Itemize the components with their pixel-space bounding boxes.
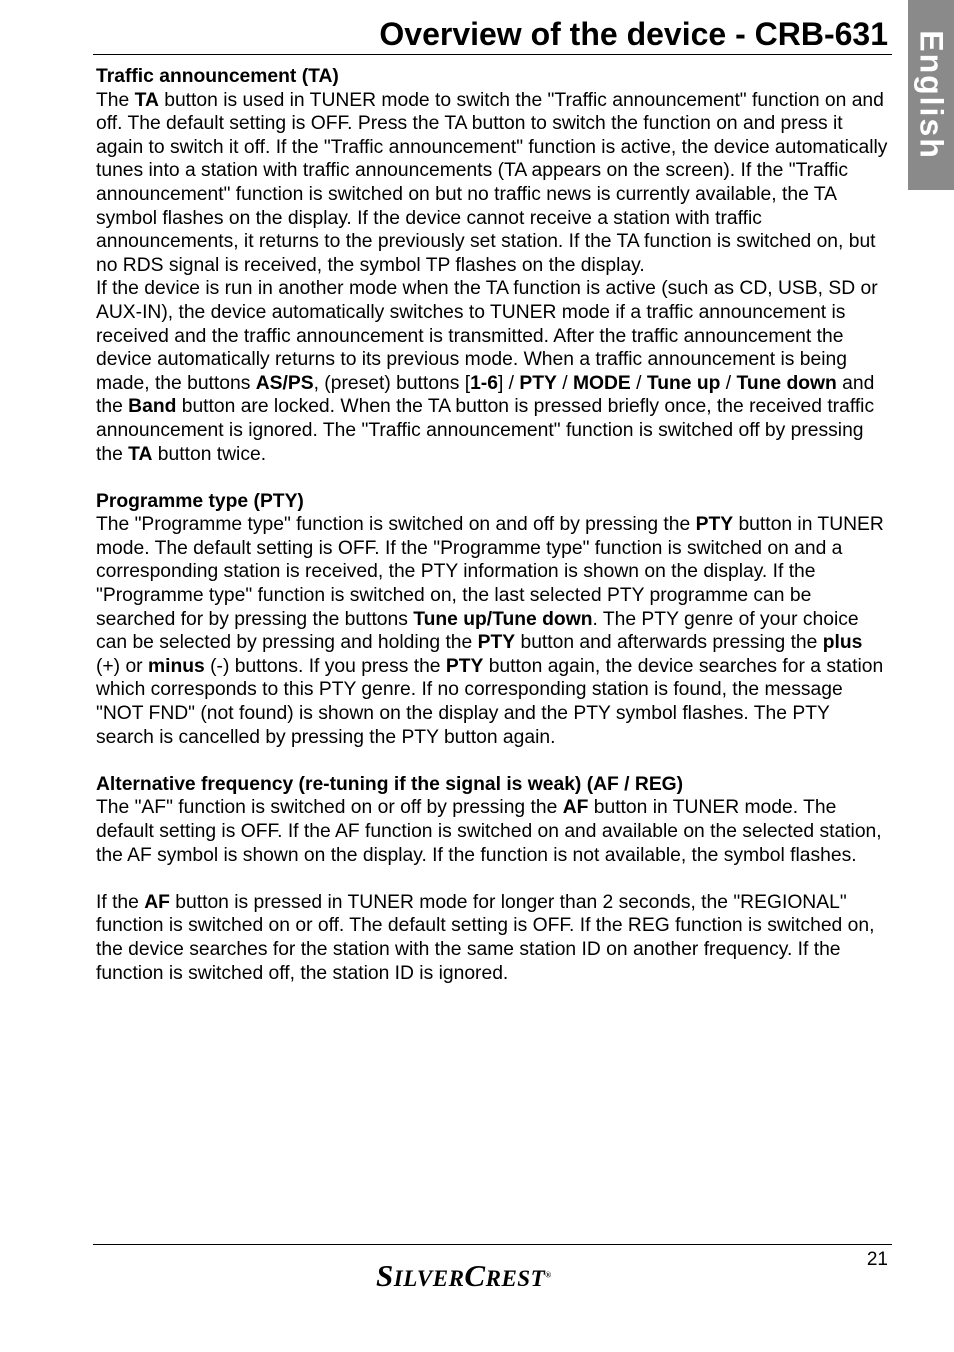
paragraph-gap — [96, 466, 891, 490]
text-run: . The PTY genre of your choice can be selected by pressing and holding the — [96, 608, 859, 654]
text-run: ] / — [497, 372, 520, 394]
bold-term: 1-6 — [470, 372, 498, 394]
text-run: (+) or — [96, 655, 148, 677]
text-run: / — [630, 372, 647, 394]
paragraph-pty-1 — [96, 513, 891, 749]
text-run: and the — [96, 372, 875, 418]
language-tab — [908, 0, 954, 190]
paragraph-ta-1 — [96, 89, 891, 278]
bold-term: Tune up — [646, 372, 721, 394]
text-run: The "Programme type" function is switched on and off by pressing the — [96, 514, 696, 536]
bold-term: PTY — [695, 514, 734, 536]
text-run: button and afterwards pressing the — [515, 632, 823, 654]
logo-letter: C — [464, 1258, 486, 1293]
page-number: 21 — [866, 1249, 888, 1270]
text-run: The "AF" function is switched on or off by pressing the — [96, 797, 563, 819]
paragraph-gap — [96, 749, 891, 773]
bold-term: TA — [128, 443, 153, 465]
text-run: button in TUNER mode. The default setting is OFF. If the AF function is switched on and available on the selected station, the AF symbol is shown on the display. If the function is not available, the symbol flashes. — [96, 797, 882, 866]
bold-term: Tune down — [736, 372, 837, 394]
bold-term: MODE — [572, 372, 631, 394]
section-heading-af: Alternative frequency (re-tuning if the signal is weak) (AF / REG) — [96, 773, 684, 795]
logo-letter: S — [376, 1258, 394, 1293]
bold-term: TA — [134, 89, 159, 111]
paragraph-af-1 — [96, 796, 891, 867]
bold-term: AF — [144, 891, 170, 913]
text-run: button are locked. When the TA button is pressed briefly once, the received traffic announcement is ignored. The "Traffic announcement" function is switched off by pressing the — [96, 396, 875, 465]
text-run: If the — [96, 891, 145, 913]
bold-term: PTY — [519, 372, 557, 394]
text-run: button is pressed in TUNER mode for longer than 2 seconds, the "REGIONAL" function is switched on or off. The default setting is OFF. If the REG function is switched on, the device searches for the station with the same station ID on another frequency. If the function is switched off, the station ID is ignored. — [96, 891, 875, 984]
text-run: / — [720, 372, 737, 394]
paragraph-af-2 — [96, 891, 891, 985]
page-title: Overview of the device - CRB-631 — [379, 16, 888, 52]
silvercrest-logo — [376, 1258, 552, 1294]
bold-term: Tune up/Tune down — [413, 608, 593, 630]
text-run: , (preset) buttons [ — [313, 372, 471, 394]
text-run: button in TUNER mode. The default setting is OFF. If the "Programme type" function is switched on and a corresponding station is received, the PTY information is shown on the display. If the "Programme type" function is switched on, the last selected PTY programme can be searched for by pressing the buttons — [96, 514, 884, 630]
text-run: (-) buttons. If you press the — [204, 655, 446, 677]
registered-mark: ® — [545, 1270, 552, 1280]
bold-term: PTY — [445, 655, 484, 677]
text-run: The — [96, 89, 135, 111]
paragraph-ta-2 — [96, 277, 891, 466]
footer-divider — [93, 1244, 892, 1245]
section-heading-pty: Programme type (PTY) — [96, 490, 304, 512]
logo-letters: ILVER — [393, 1266, 465, 1291]
bold-term: AS/PS — [255, 372, 314, 394]
text-run: button is used in TUNER mode to switch the "Traffic announcement" function on and off. The default setting is OFF. Press the TA button to switch the function on and press it again to switch it off. If the "Traffic announcement" function is active, the device automatically tunes into a station with traffic announcements (TA appears on the screen). If the "Traffic announcement" function is switched on but no traffic news is currently available, the TA symbol flashes on the display. If the device cannot receive a station with traffic announcements, it returns to the previously set station. If the TA function is switched on, but no RDS signal is received, the symbol TP flashes on the display. — [96, 89, 888, 276]
section-heading-ta: Traffic announcement (TA) — [96, 66, 339, 87]
paragraph-gap — [96, 867, 891, 891]
text-run: button again, the device searches for a station which corresponds to this PTY genre. If no corresponding station is found, the message "NOT FND" (not found) is shown on the display and the PTY symbol flashes. The PTY search is cancelled by pressing the PTY button again. — [96, 655, 884, 748]
bold-term: PTY — [477, 632, 516, 654]
bold-term: minus — [147, 655, 205, 677]
header-divider — [93, 54, 892, 55]
bold-term: Band — [128, 396, 177, 418]
text-run: If the device is run in another mode when the TA function is active (such as CD, USB, SD or AUX-IN), the device automatically switches to TUNER mode if a traffic announcement is received and the traffic announcement is transmitted. After the traffic announcement the device automatically returns to its previous mode. When a traffic announcement is being made, the buttons — [96, 278, 878, 394]
language-tab-label: English — [913, 30, 950, 160]
bold-term: plus — [822, 632, 863, 654]
text-run: button twice. — [152, 443, 267, 465]
logo-letters: REST — [485, 1266, 546, 1291]
bold-term: AF — [562, 797, 589, 819]
page-body — [96, 65, 891, 985]
text-run: / — [556, 372, 573, 394]
